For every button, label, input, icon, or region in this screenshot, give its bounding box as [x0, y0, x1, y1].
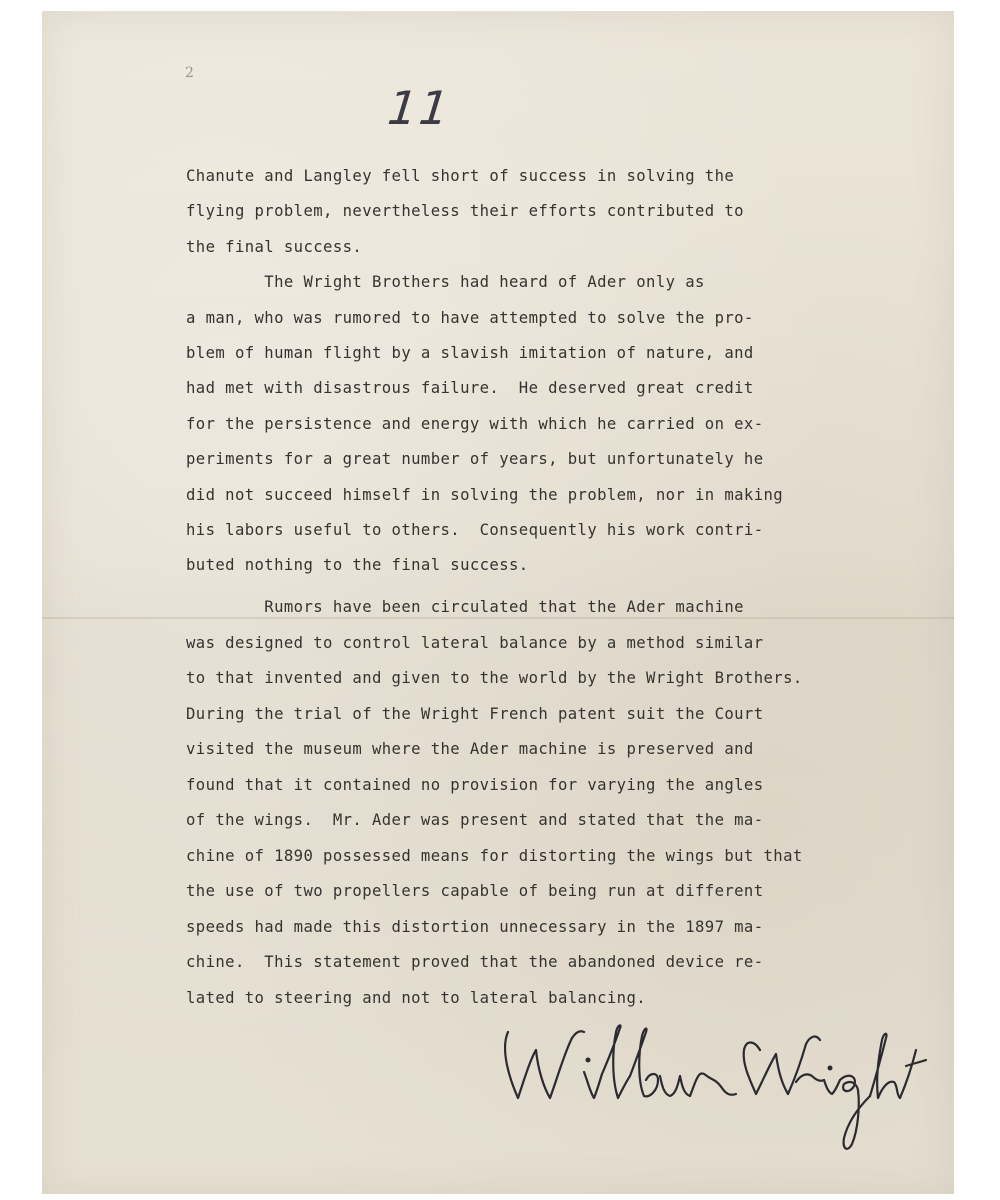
typed-line: had met with disastrous failure. He deserved great credit [186, 379, 754, 397]
typed-line: found that it contained no provision for varying the angles [186, 776, 764, 794]
typed-line: Chanute and Langley fell short of success in solving the [186, 167, 735, 185]
typed-line: chine of 1890 possessed means for distorting the wings but that [186, 847, 803, 865]
typed-line: the final success. [186, 238, 363, 256]
typed-line: was designed to control lateral balance by a method similar [186, 634, 764, 652]
typed-line: for the persistence and energy with which he carried on ex- [186, 415, 764, 433]
paper-fold-line [42, 617, 954, 619]
typed-line: did not succeed himself in solving the problem, nor in making [186, 486, 784, 504]
typed-line: lated to steering and not to lateral balancing. [186, 989, 647, 1007]
typed-line: of the wings. Mr. Ader was present and stated that the ma- [186, 811, 764, 829]
typed-line: flying problem, nevertheless their efforts contributed to [186, 202, 744, 220]
typed-line: periments for a great number of years, but unfortunately he [186, 450, 764, 468]
typed-line: blem of human flight by a slavish imitation of nature, and [186, 344, 754, 362]
typed-line: the use of two propellers capable of being run at different [186, 882, 764, 900]
typed-line: his labors useful to others. Consequently his work contri- [186, 521, 764, 539]
corner-pencil-mark: 2 [185, 65, 194, 81]
typed-line: chine. This statement proved that the abandoned device re- [186, 953, 764, 971]
typed-line: Rumors have been circulated that the Ader machine [186, 598, 744, 616]
typed-line: During the trial of the Wright French patent suit the Court [186, 705, 764, 723]
handwritten-page-number: 11 [385, 81, 454, 135]
typed-line: speeds had made this distortion unnecessary in the 1897 ma- [186, 918, 764, 936]
typed-line: visited the museum where the Ader machine is preserved and [186, 740, 754, 758]
typed-line: to that invented and given to the world by the Wright Brothers. [186, 669, 803, 687]
typed-line: The Wright Brothers had heard of Ader only as [186, 273, 705, 291]
handwritten-signature [460, 1010, 930, 1160]
typed-line: buted nothing to the final success. [186, 556, 529, 574]
typed-line: a man, who was rumored to have attempted to solve the pro- [186, 309, 754, 327]
